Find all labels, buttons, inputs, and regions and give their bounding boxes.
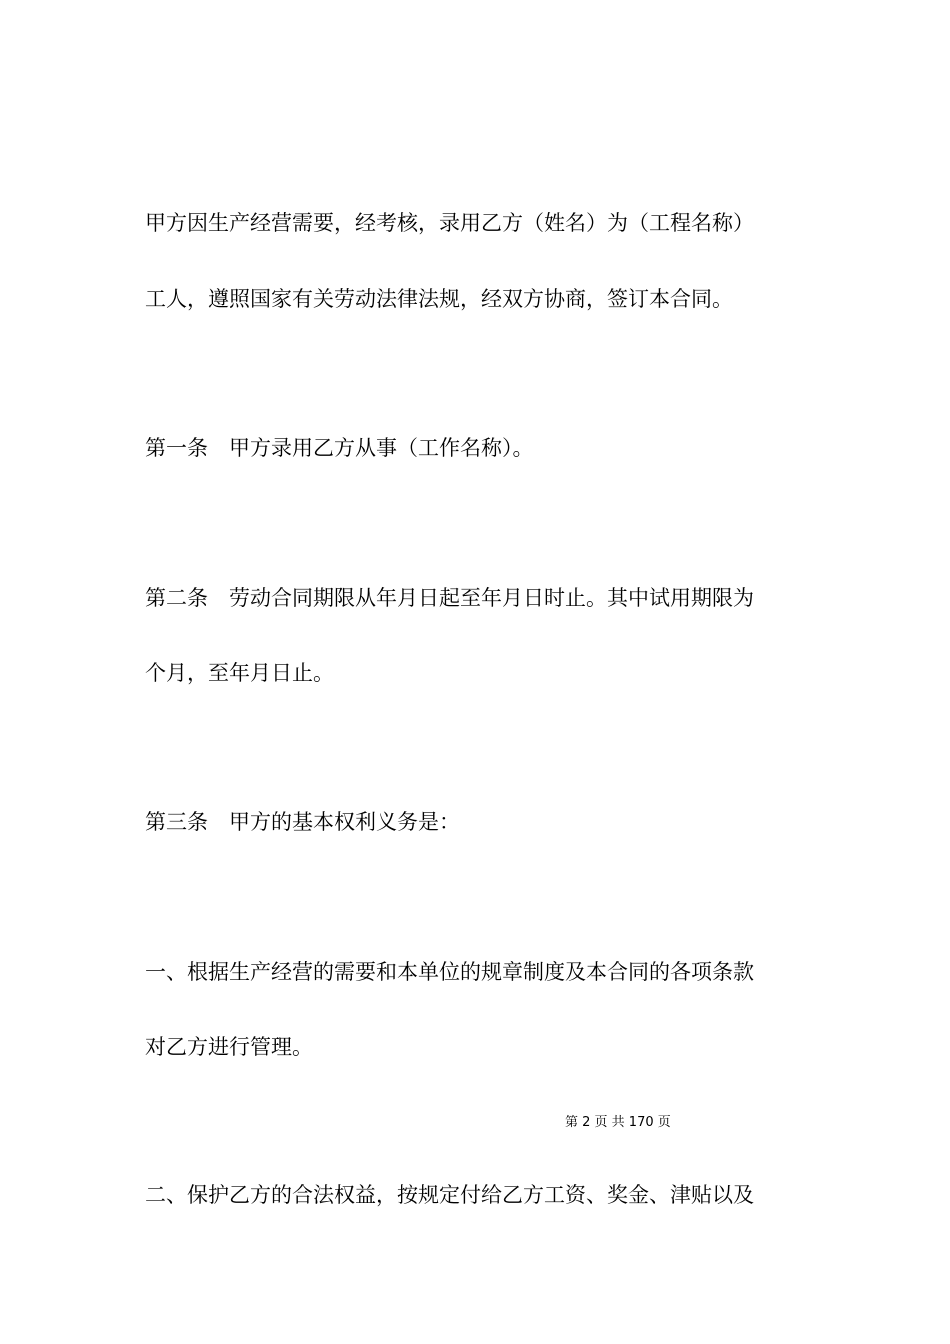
paragraph-line: 工人，遵照国家有关劳动法律法规，经双方协商，签订本合同。 bbox=[145, 287, 733, 311]
paragraph-line: 甲方因生产经营需要，经考核，录用乙方（姓名）为（工程名称） bbox=[145, 211, 754, 235]
article-1-line: 第一条 甲方录用乙方从事（工作名称）。 bbox=[145, 436, 534, 460]
page-number-footer: 第 2 页 共 170 页 bbox=[565, 1115, 671, 1130]
paragraph-line: 对乙方进行管理。 bbox=[145, 1035, 313, 1059]
clause-2-line: 二、保护乙方的合法权益，按规定付给乙方工资、奖金、津贴以及 bbox=[145, 1183, 754, 1207]
article-2-line: 第二条 劳动合同期限从年月日起至年月日时止。其中试用期限为 bbox=[145, 586, 754, 610]
paragraph-line: 个月，至年月日止。 bbox=[145, 661, 334, 685]
clause-1-line: 一、根据生产经营的需要和本单位的规章制度及本合同的各项条款 bbox=[145, 960, 754, 984]
article-3-line: 第三条 甲方的基本权利义务是： bbox=[145, 810, 460, 834]
